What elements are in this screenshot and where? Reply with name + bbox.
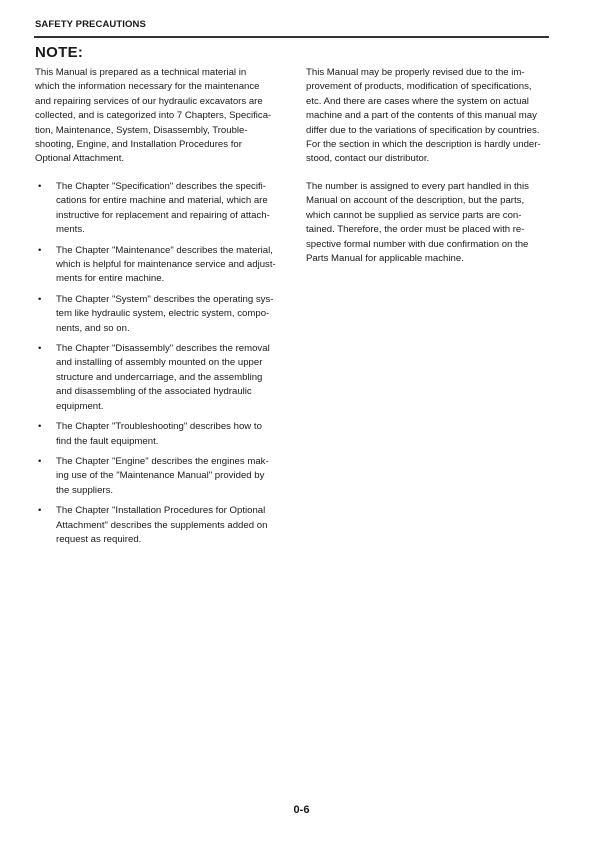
text-line: request as required. (56, 533, 142, 545)
text-line: The Chapter "Installation Procedures for Optional (56, 505, 266, 517)
text-line: structure and undercarriage, and the assembling (56, 371, 263, 383)
chapter-list-text (56, 455, 305, 498)
text-line: cations for entire machine and material, which are (56, 195, 268, 207)
section-header: SAFETY PRECAUTIONS (35, 19, 146, 30)
chapter-list-item (35, 293, 305, 336)
text-line: The Chapter "Disassembly" describes the removal (56, 343, 270, 355)
chapter-list-text (56, 420, 305, 449)
left-intro-paragraph (35, 66, 305, 167)
text-line: tem like hydraulic system, electric system, compo- (56, 308, 270, 320)
bullet-icon: • (38, 181, 42, 192)
text-line: tained. Therefore, the order must be placed with re- (306, 224, 525, 236)
bullet-icon: • (38, 455, 42, 467)
chapter-list (35, 180, 305, 553)
chapter-list-item (35, 420, 305, 449)
text-line: The Chapter "Specification" describes the specifi- (56, 181, 266, 192)
page-number: 0-6 (293, 804, 310, 816)
chapter-list-item (35, 504, 305, 547)
text-line: machine and a part of the contents of this manual may (306, 110, 537, 122)
text-line: collected, and is categorized into 7 Chapters, Specifica- (35, 110, 272, 122)
chapter-list-item (35, 180, 305, 238)
text-line: ments. (56, 224, 85, 236)
bullet-icon: • (38, 343, 42, 355)
text-line: The number is assigned to every part handled in this (306, 181, 529, 192)
text-line: This Manual is prepared as a technical material in (35, 67, 247, 78)
bullet-icon: • (38, 505, 42, 517)
text-line: The Chapter "Engine" describes the engines mak- (56, 455, 269, 467)
text-line: ing use of the "Maintenance Manual" provided by (56, 470, 265, 482)
text-line: find the fault equipment. (56, 435, 159, 447)
text-line: etc. And there are cases where the system on actual (306, 95, 529, 107)
chapter-list-item (35, 244, 305, 287)
chapter-list-item (35, 342, 305, 414)
text-line: spective formal number with due confirmation on the (306, 238, 529, 250)
text-line: This Manual may be properly revised due to the im- (306, 67, 525, 78)
chapter-list-item (35, 455, 305, 498)
text-line: which is helpful for maintenance service and adjust- (56, 259, 276, 271)
text-line: and disassembling of the associated hydraulic (56, 386, 252, 398)
chapter-list-text (56, 293, 305, 336)
text-line: The Chapter "System" describes the operating sys- (56, 293, 274, 305)
chapter-list-text (56, 180, 305, 238)
text-line: which the information necessary for the maintenance (35, 81, 260, 93)
text-line: Manual on account of the description, but the parts, (306, 195, 525, 207)
text-line: and installing of assembly mounted on the upper (56, 357, 263, 369)
note-title: NOTE: (35, 44, 84, 61)
bullet-icon: • (38, 293, 42, 305)
text-line: instructive for replacement and repairing of attach- (56, 209, 270, 221)
right-intro-paragraph (306, 66, 556, 167)
text-line: provement of products, modification of specifications, (306, 81, 532, 93)
text-line: equipment. (56, 400, 104, 412)
text-line: stood, contact our distributor. (306, 153, 430, 165)
text-line: which cannot be supplied as service parts are con- (306, 209, 522, 221)
parts-number-paragraph (306, 180, 529, 266)
chapter-list-text (56, 504, 305, 547)
text-line: differ due to the variations of specification by countries. (306, 124, 540, 136)
text-line: the suppliers. (56, 484, 114, 496)
text-line: shooting, Engine, and Installation Procedures for (35, 139, 242, 151)
text-line: and repairing services of our hydraulic excavators are (35, 95, 263, 107)
chapter-list-text (56, 342, 305, 414)
text-line: ments for entire machine. (56, 273, 165, 285)
bullet-icon: • (38, 421, 42, 433)
chapter-list-text (56, 244, 305, 287)
text-line: Optional Attachment. (35, 153, 125, 165)
text-line: nents, and so on. (56, 322, 130, 334)
text-line: The Chapter "Troubleshooting" describes how to (56, 421, 262, 433)
text-line: Parts Manual for applicable machine. (306, 253, 464, 265)
text-line: The Chapter "Maintenance" describes the material, (56, 244, 273, 256)
bullet-icon: • (38, 244, 42, 256)
text-line: For the section in which the description is hardly under- (306, 139, 541, 151)
text-line: Attachment" describes the supplements added on (56, 519, 268, 531)
header-rule (34, 36, 549, 38)
text-line: tion, Maintenance, System, Disassembly, Trouble- (35, 124, 248, 136)
